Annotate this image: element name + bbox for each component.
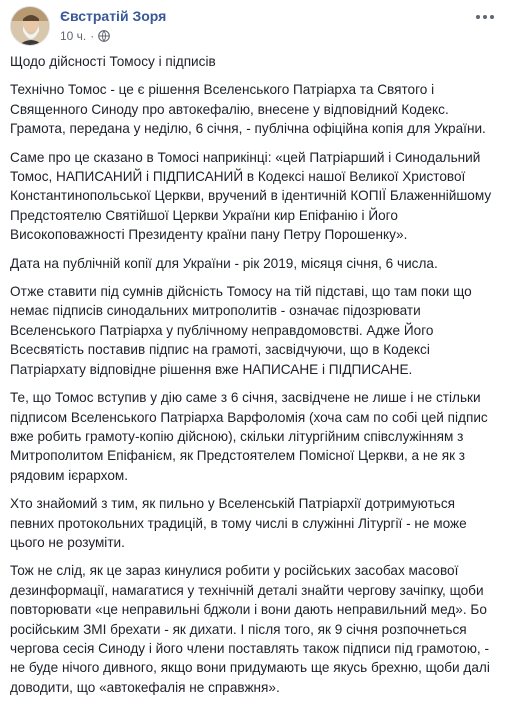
post-timestamp[interactable]: 10 ч.: [60, 29, 87, 43]
post-paragraph: Саме про це сказано в Томосі наприкінці: «цей Патріарший і Синодальний Томос, НАПИСАНИЙ і ПІДПИСАНИЙ в Кодексі нашої Великої Христової Константинопольської Церкви, вручений в ідентичній КОПІЇ Блаженнійшому Предстоятелю Святійшої Церкви України кир Епіфанію і Його Високоповажності Президенту країни пану Петру Порошенку».: [10, 149, 492, 243]
post-paragraph: Дата на публічній копії для України - рік 2019, місяця січня, 6 числа.: [10, 255, 438, 271]
post-title: Щодо дійсності Томосу і підписів: [10, 54, 216, 69]
post-meta: [60, 29, 110, 43]
globe-icon[interactable]: [98, 30, 110, 42]
post-paragraph: Хто знайомий з тим, як пильно у Вселенській Патріархії дотримуються певних протокольних традицій, в тому числі в служінні Літургії - не може цього не розуміти.: [10, 496, 467, 550]
meta-separator: ·: [90, 29, 95, 43]
post-paragraph: Те, що Томос вступив у дію саме з 6 січня, засвідчене не лише і не стільки підписом Вселенського Патріарха Варфоломія (хоча сам по собі цей підпис вже робить грамоту-копію дійсною), скільки літургійним співслужінням з Митрополитом Епіфанієм, як Предстоятелем Помісної Церкви, а не як з рядовим ієрархом.: [10, 390, 488, 483]
author-name[interactable]: Євстратій Зоря: [60, 8, 167, 24]
more-options-icon[interactable]: [473, 8, 497, 26]
post-body: [10, 52, 500, 706]
post-header: [0, 0, 509, 52]
post-paragraph: Тож не слід, як це зараз кинулися робити у російських засобах масової дезинформації, намагатися у технічній деталі знайти чергову зачіпку, щоби повторювати «це неправильні бджоли і вони дають неправильний мед». Бо російським ЗМІ брехати - як дихати. І після того, як 9 січня розпочнеться чергова сесія Синоду і його члени поставлять також підписи під грамотою, - не буде нічого дивного, якщо вони придумають ще якусь брехню, щоби далі доводити, що «автокефалія не справжня».: [10, 563, 490, 695]
avatar[interactable]: [10, 6, 50, 46]
post-paragraph: Технічно Томос - це є рішення Вселенського Патріарха та Святого і Священного Синоду про автокефалію, внесене у відповідний Кодекс. Грамота, передана у неділю, 6 січня, - публічна офіційна копія для України.: [10, 82, 486, 137]
post-paragraph: Отже ставити під сумнів дійсність Томосу на тій підставі, що там поки що немає підписів синодальних митрополитів - означає підозрювати Вселенського Патріарха у публічному неправдомовстві. Адже Його Всесвятість поставив підпис на грамоті, засвідчуючи, що в Кодексі Патріархату відповідне рішення вже НАПИСАНЕ і ПІДПИСАНЕ.: [10, 284, 472, 377]
